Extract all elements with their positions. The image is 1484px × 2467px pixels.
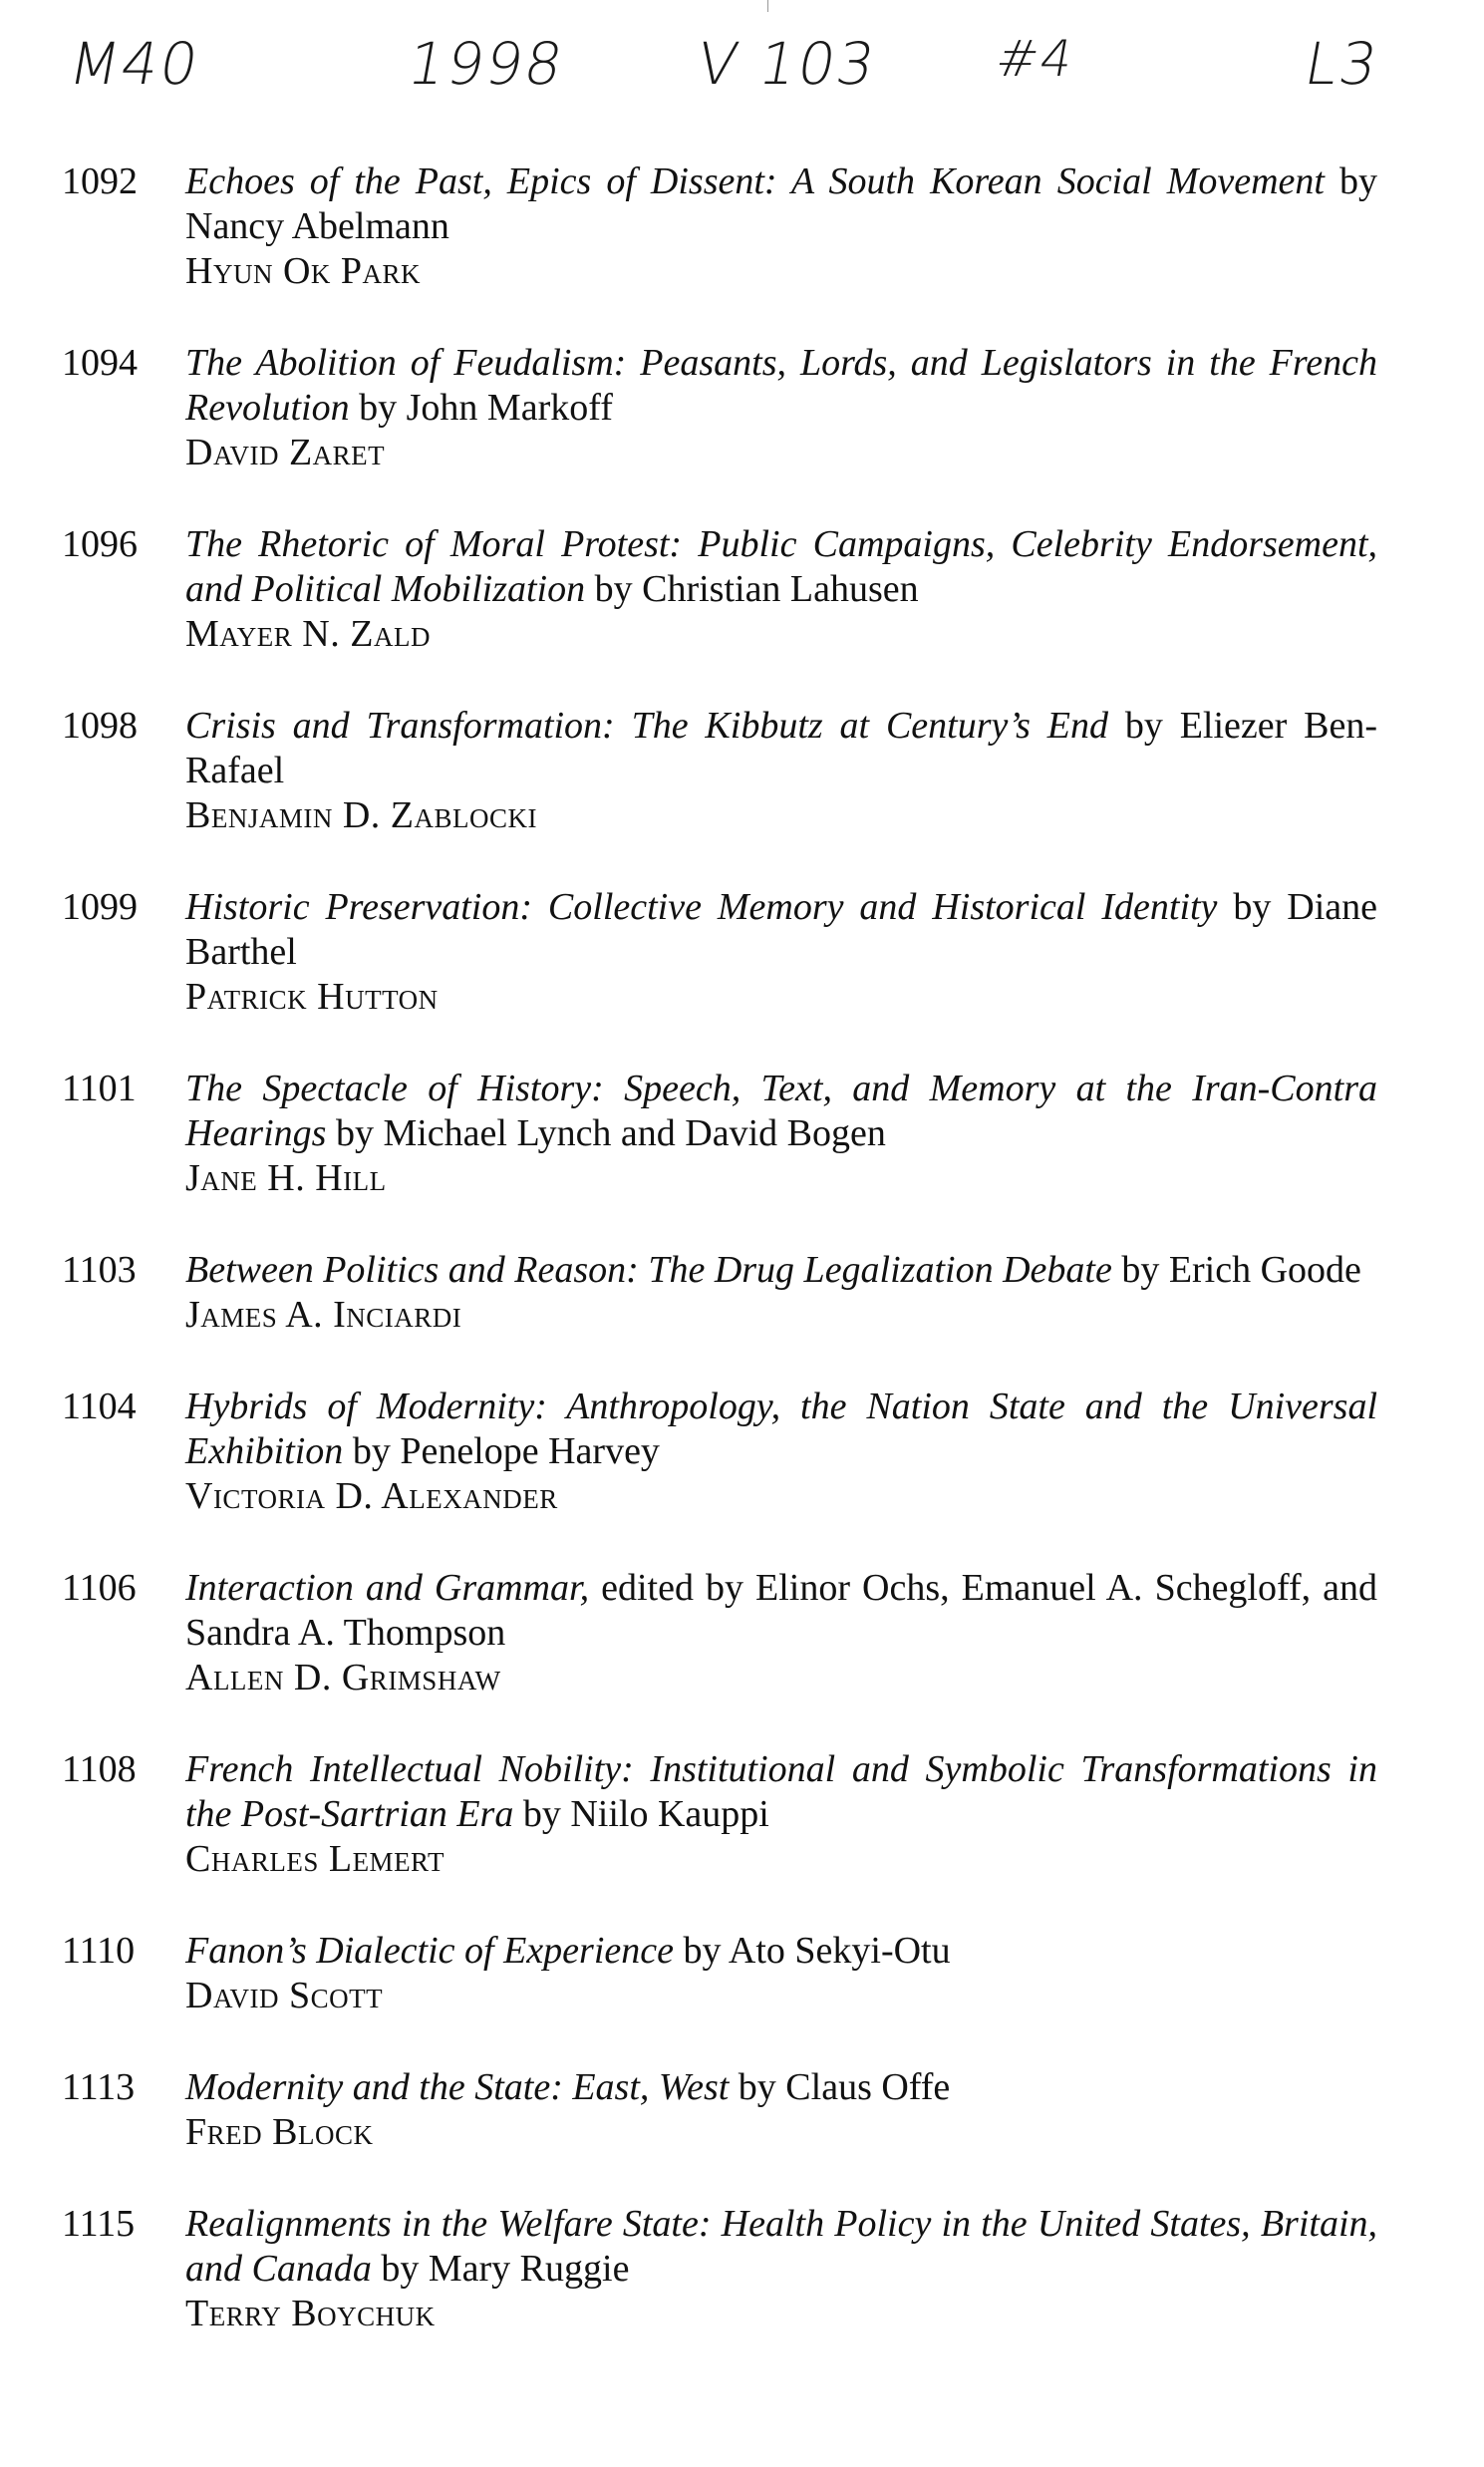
page-number: 1096 bbox=[62, 523, 138, 565]
book-title: The Spectacle of History: Speech, Text, and Memory at the Iran-Contra Hearings bbox=[185, 1068, 1377, 1154]
entry-body bbox=[185, 1385, 1377, 1519]
reviewer-name: David Scott bbox=[185, 1975, 384, 2016]
review-entry bbox=[62, 1385, 1377, 1519]
annotation-issue: #4 bbox=[991, 30, 1079, 88]
book-credit: by Niilo Kauppi bbox=[513, 1793, 769, 1835]
review-entry bbox=[62, 1248, 1377, 1338]
entry-body bbox=[185, 704, 1377, 838]
book-credit: by Michael Lynch and David Bogen bbox=[326, 1112, 886, 1154]
book-title: Crisis and Transformation: The Kibbutz at Century’s End bbox=[185, 705, 1108, 747]
page-number: 1094 bbox=[62, 342, 138, 384]
entry-body bbox=[185, 2065, 1377, 2155]
entry-body bbox=[185, 1747, 1377, 1882]
annotation-code: L3 bbox=[1300, 30, 1385, 98]
entry-body bbox=[185, 1566, 1377, 1700]
entry-body bbox=[185, 159, 1377, 294]
review-entry bbox=[62, 2202, 1377, 2336]
entry-body bbox=[185, 1929, 1377, 2018]
review-list bbox=[62, 159, 1377, 2383]
scan-mark bbox=[767, 0, 768, 12]
page-number: 1099 bbox=[62, 886, 138, 928]
page-number: 1106 bbox=[62, 1567, 137, 1609]
review-entry bbox=[62, 159, 1377, 294]
annotation-year: 1998 bbox=[403, 30, 570, 98]
page-number: 1110 bbox=[62, 1930, 136, 1972]
book-title: Between Politics and Reason: The Drug Legalization Debate bbox=[185, 1249, 1112, 1291]
annotation-journal: M40 bbox=[64, 30, 205, 98]
book-title: Historic Preservation: Collective Memory and Historical Identity bbox=[185, 886, 1218, 928]
entry-body bbox=[185, 522, 1377, 657]
book-credit: by John Markoff bbox=[349, 387, 613, 429]
review-entry bbox=[62, 522, 1377, 657]
entry-body bbox=[185, 341, 1377, 475]
review-entry bbox=[62, 341, 1377, 475]
book-title: Fanon’s Dialectic of Experience bbox=[185, 1930, 674, 1972]
entry-body bbox=[185, 1248, 1377, 1338]
review-entry bbox=[62, 1067, 1377, 1201]
page-number: 1101 bbox=[62, 1068, 137, 1109]
review-entry bbox=[62, 885, 1377, 1020]
book-title: Hybrids of Modernity: Anthropology, the Nation State and the Universal Exhibition bbox=[185, 1386, 1377, 1472]
review-entry bbox=[62, 1747, 1377, 1882]
book-title: Modernity and the State: East, West bbox=[185, 2066, 730, 2108]
reviewer-name: Terry Boychuk bbox=[185, 2293, 436, 2334]
book-credit: by Mary Ruggie bbox=[371, 2248, 630, 2290]
page-number: 1108 bbox=[62, 1748, 137, 1790]
reviewer-name: David Zaret bbox=[185, 432, 386, 473]
book-credit: by Diane Barthel bbox=[185, 886, 1377, 973]
entry-body bbox=[185, 2202, 1377, 2336]
book-credit: edited by Elinor Ochs, Emanuel A. Schegloff, and Sandra A. Thompson bbox=[185, 1567, 1377, 1654]
entry-body bbox=[185, 885, 1377, 1020]
review-entry bbox=[62, 1929, 1377, 2018]
entry-body bbox=[185, 1067, 1377, 1201]
book-title: The Rhetoric of Moral Protest: Public Campaigns, Celebrity Endorsement, and Political Mobilization bbox=[185, 523, 1377, 610]
page-number: 1092 bbox=[62, 160, 138, 202]
page-number: 1103 bbox=[62, 1249, 137, 1291]
book-title: Realignments in the Welfare State: Health Policy in the United States, Britain, and Canada bbox=[185, 2203, 1377, 2290]
book-credit: by Erich Goode bbox=[1111, 1249, 1361, 1291]
handwritten-annotations bbox=[0, 30, 1484, 140]
reviewer-name: James A. Inciardi bbox=[185, 1294, 462, 1336]
reviewer-name: Jane H. Hill bbox=[185, 1157, 387, 1199]
annotation-volume: V 103 bbox=[692, 30, 882, 98]
book-credit: by Ato Sekyi-Otu bbox=[673, 1930, 951, 1972]
reviewer-name: Fred Block bbox=[185, 2111, 374, 2153]
review-entry bbox=[62, 704, 1377, 838]
book-credit: by Christian Lahusen bbox=[585, 568, 919, 610]
book-title: The Abolition of Feudalism: Peasants, Lords, and Legislators in the French Revolution bbox=[185, 342, 1377, 429]
reviewer-name: Benjamin D. Zablocki bbox=[185, 794, 537, 836]
book-credit: by Claus Offe bbox=[729, 2066, 951, 2108]
page-number: 1113 bbox=[62, 2066, 136, 2108]
reviewer-name: Allen D. Grimshaw bbox=[185, 1657, 501, 1698]
page-number: 1115 bbox=[62, 2203, 136, 2245]
reviewer-name: Victoria D. Alexander bbox=[185, 1475, 558, 1517]
book-credit: by Penelope Harvey bbox=[343, 1430, 660, 1472]
book-title: Interaction and Grammar, bbox=[185, 1567, 590, 1609]
book-credit: by Eliezer Ben-Rafael bbox=[185, 705, 1377, 791]
book-title: French Intellectual Nobility: Institutional and Symbolic Transformations in the Post-Sartrian Era bbox=[185, 1748, 1377, 1835]
reviewer-name: Hyun Ok Park bbox=[185, 250, 422, 292]
page-number: 1104 bbox=[62, 1386, 137, 1427]
reviewer-name: Charles Lemert bbox=[185, 1838, 445, 1880]
book-credit: by Nancy Abelmann bbox=[185, 160, 1377, 247]
page-number: 1098 bbox=[62, 705, 138, 747]
review-entry bbox=[62, 1566, 1377, 1700]
review-entry bbox=[62, 2065, 1377, 2155]
book-title: Echoes of the Past, Epics of Dissent: A South Korean Social Movement bbox=[185, 160, 1325, 202]
reviewer-name: Mayer N. Zald bbox=[185, 613, 431, 655]
reviewer-name: Patrick Hutton bbox=[185, 976, 439, 1018]
